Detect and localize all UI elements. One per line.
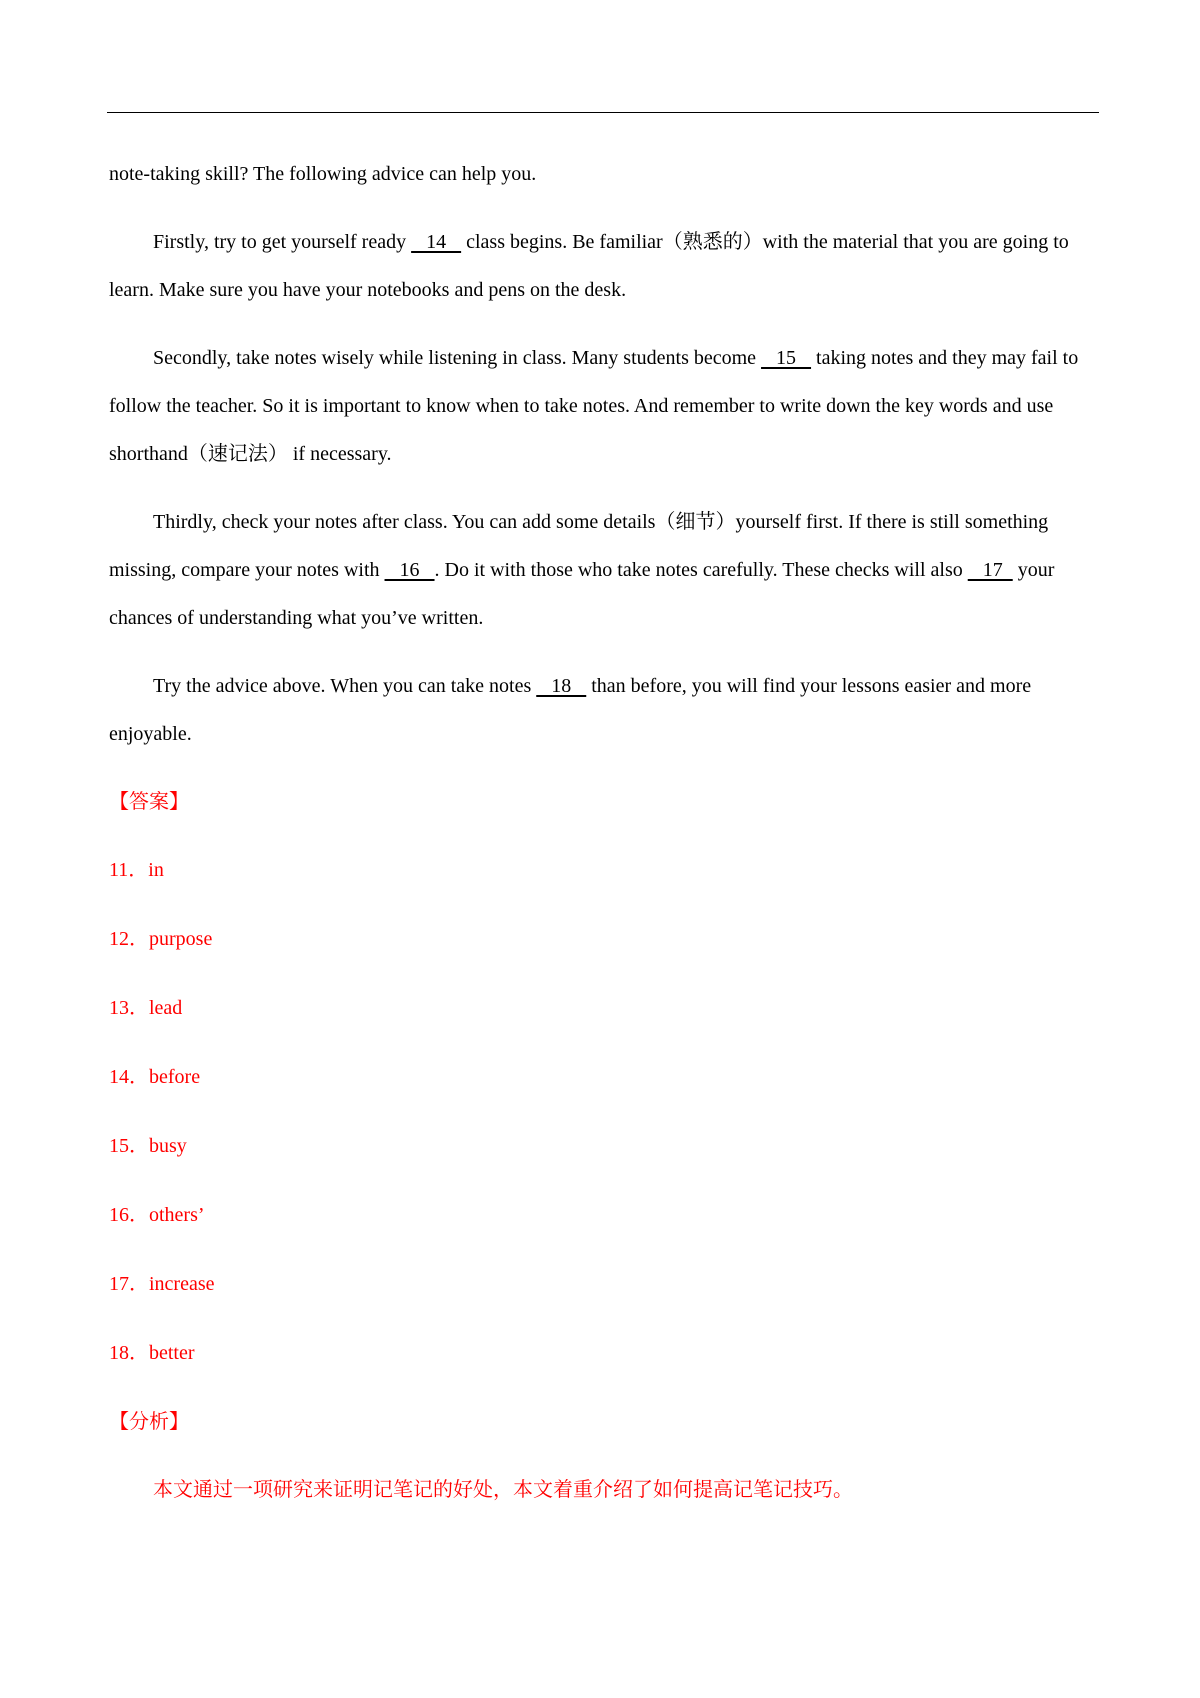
answer-label: 【答案】 [109,791,189,813]
answer-item: 14．before [109,1066,201,1088]
passage-paragraph-0: note-taking skill? The following advice can help you. [109,163,537,185]
passage-paragraph-4 [109,662,1099,758]
answer-item: 15．busy [109,1135,187,1157]
analysis-label: 【分析】 [109,1411,189,1433]
answer-item: 17．increase [109,1273,215,1295]
blank-15: 15 [761,347,812,369]
answer-item: 16．others’ [109,1204,205,1226]
passage-paragraph-2 [109,334,1099,478]
p3-text-b: . Do it with those who take notes carefully. These checks will also [434,559,968,581]
p4-text-b: than before, you will find your lessons easier and more enjoyable. [109,675,1032,745]
p3-text-a: Thirdly, check your notes after class. You can add some details（细节）yourself first. If there is still something missing, compare your notes with [109,511,1049,581]
answer-item: 13．lead [109,997,183,1019]
analysis-text: 本文通过一项研究来证明记笔记的好处，本文着重介绍了如何提高记笔记技巧。 [153,1479,853,1501]
p4-text-a: Try the advice above. When you can take notes [153,675,537,697]
p2-text-a: Secondly, take notes wisely while listening in class. Many students become [153,347,762,369]
header-rule [107,112,1099,113]
blank-14: 14 [411,231,462,253]
p1-text-b: class begins. Be familiar（熟悉的）with the material that you are going to learn. Make sure you have your notebooks and pens on the desk. [109,231,1069,301]
answer-item: 11．in [109,859,164,881]
blank-17: 17 [967,559,1013,581]
blank-18: 18 [536,675,587,697]
passage-paragraph-3 [109,498,1099,642]
p3-text-c: your chances of understanding what you’ve written. [109,559,1055,629]
answer-item: 18．better [109,1342,195,1364]
blank-16: 16 [384,559,435,581]
p2-text-b: taking notes and they may fail to follow the teacher. So it is important to know when to take notes. And remember to write down the key words and use shorthand（速记法） if necessary. [109,347,1079,465]
answer-item: 12．purpose [109,928,213,950]
p1-text-a: Firstly, try to get yourself ready [153,231,412,253]
passage-paragraph-1 [109,218,1099,314]
document-page [109,150,1099,1514]
